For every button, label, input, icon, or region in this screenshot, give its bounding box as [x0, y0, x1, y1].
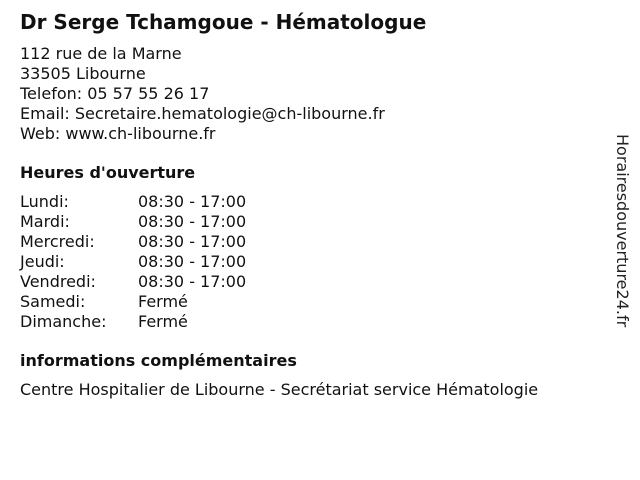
day-label: Samedi:: [20, 292, 86, 311]
day-label: Lundi:: [20, 192, 69, 211]
doctor-card: [20, 8, 600, 400]
hours-row-tuesday: [20, 212, 600, 232]
day-hours: 08:30 - 17:00: [138, 232, 247, 251]
site-watermark: Horairesdouverture24.fr: [613, 134, 632, 328]
hours-row-thursday: [20, 252, 600, 272]
address-line-2: 33505 Libourne: [20, 64, 146, 83]
day-label: Mercredi:: [20, 232, 95, 251]
day-hours: 08:30 - 17:00: [138, 252, 247, 271]
web-line[interactable]: Web: www.ch-libourne.fr: [20, 124, 216, 143]
day-label: Dimanche:: [20, 312, 107, 331]
day-hours: 08:30 - 17:00: [138, 272, 247, 291]
hours-row-saturday: [20, 292, 600, 312]
hours-row-friday: [20, 272, 600, 292]
info-text: Centre Hospitalier de Libourne - Secrétariat service Hématologie: [20, 380, 539, 399]
email-line[interactable]: Email: Secretaire.hematologie@ch-libourne.fr: [20, 104, 385, 123]
address-line-1: 112 rue de la Marne: [20, 44, 182, 63]
hours-row-monday: [20, 192, 600, 212]
day-label: Vendredi:: [20, 272, 96, 291]
day-label: Mardi:: [20, 212, 70, 231]
hours-heading: Heures d'ouverture: [20, 163, 196, 182]
doctor-name: Dr Serge Tchamgoue - Hématologue: [20, 10, 427, 34]
phone-line: Telefon: 05 57 55 26 17: [20, 84, 210, 103]
info-heading: informations complémentaires: [20, 351, 297, 370]
day-hours: 08:30 - 17:00: [138, 192, 247, 211]
day-label: Jeudi:: [20, 252, 65, 271]
day-hours: Fermé: [138, 312, 188, 331]
day-hours: Fermé: [138, 292, 188, 311]
hours-row-wednesday: [20, 232, 600, 252]
day-hours: 08:30 - 17:00: [138, 212, 247, 231]
hours-row-sunday: [20, 312, 600, 332]
